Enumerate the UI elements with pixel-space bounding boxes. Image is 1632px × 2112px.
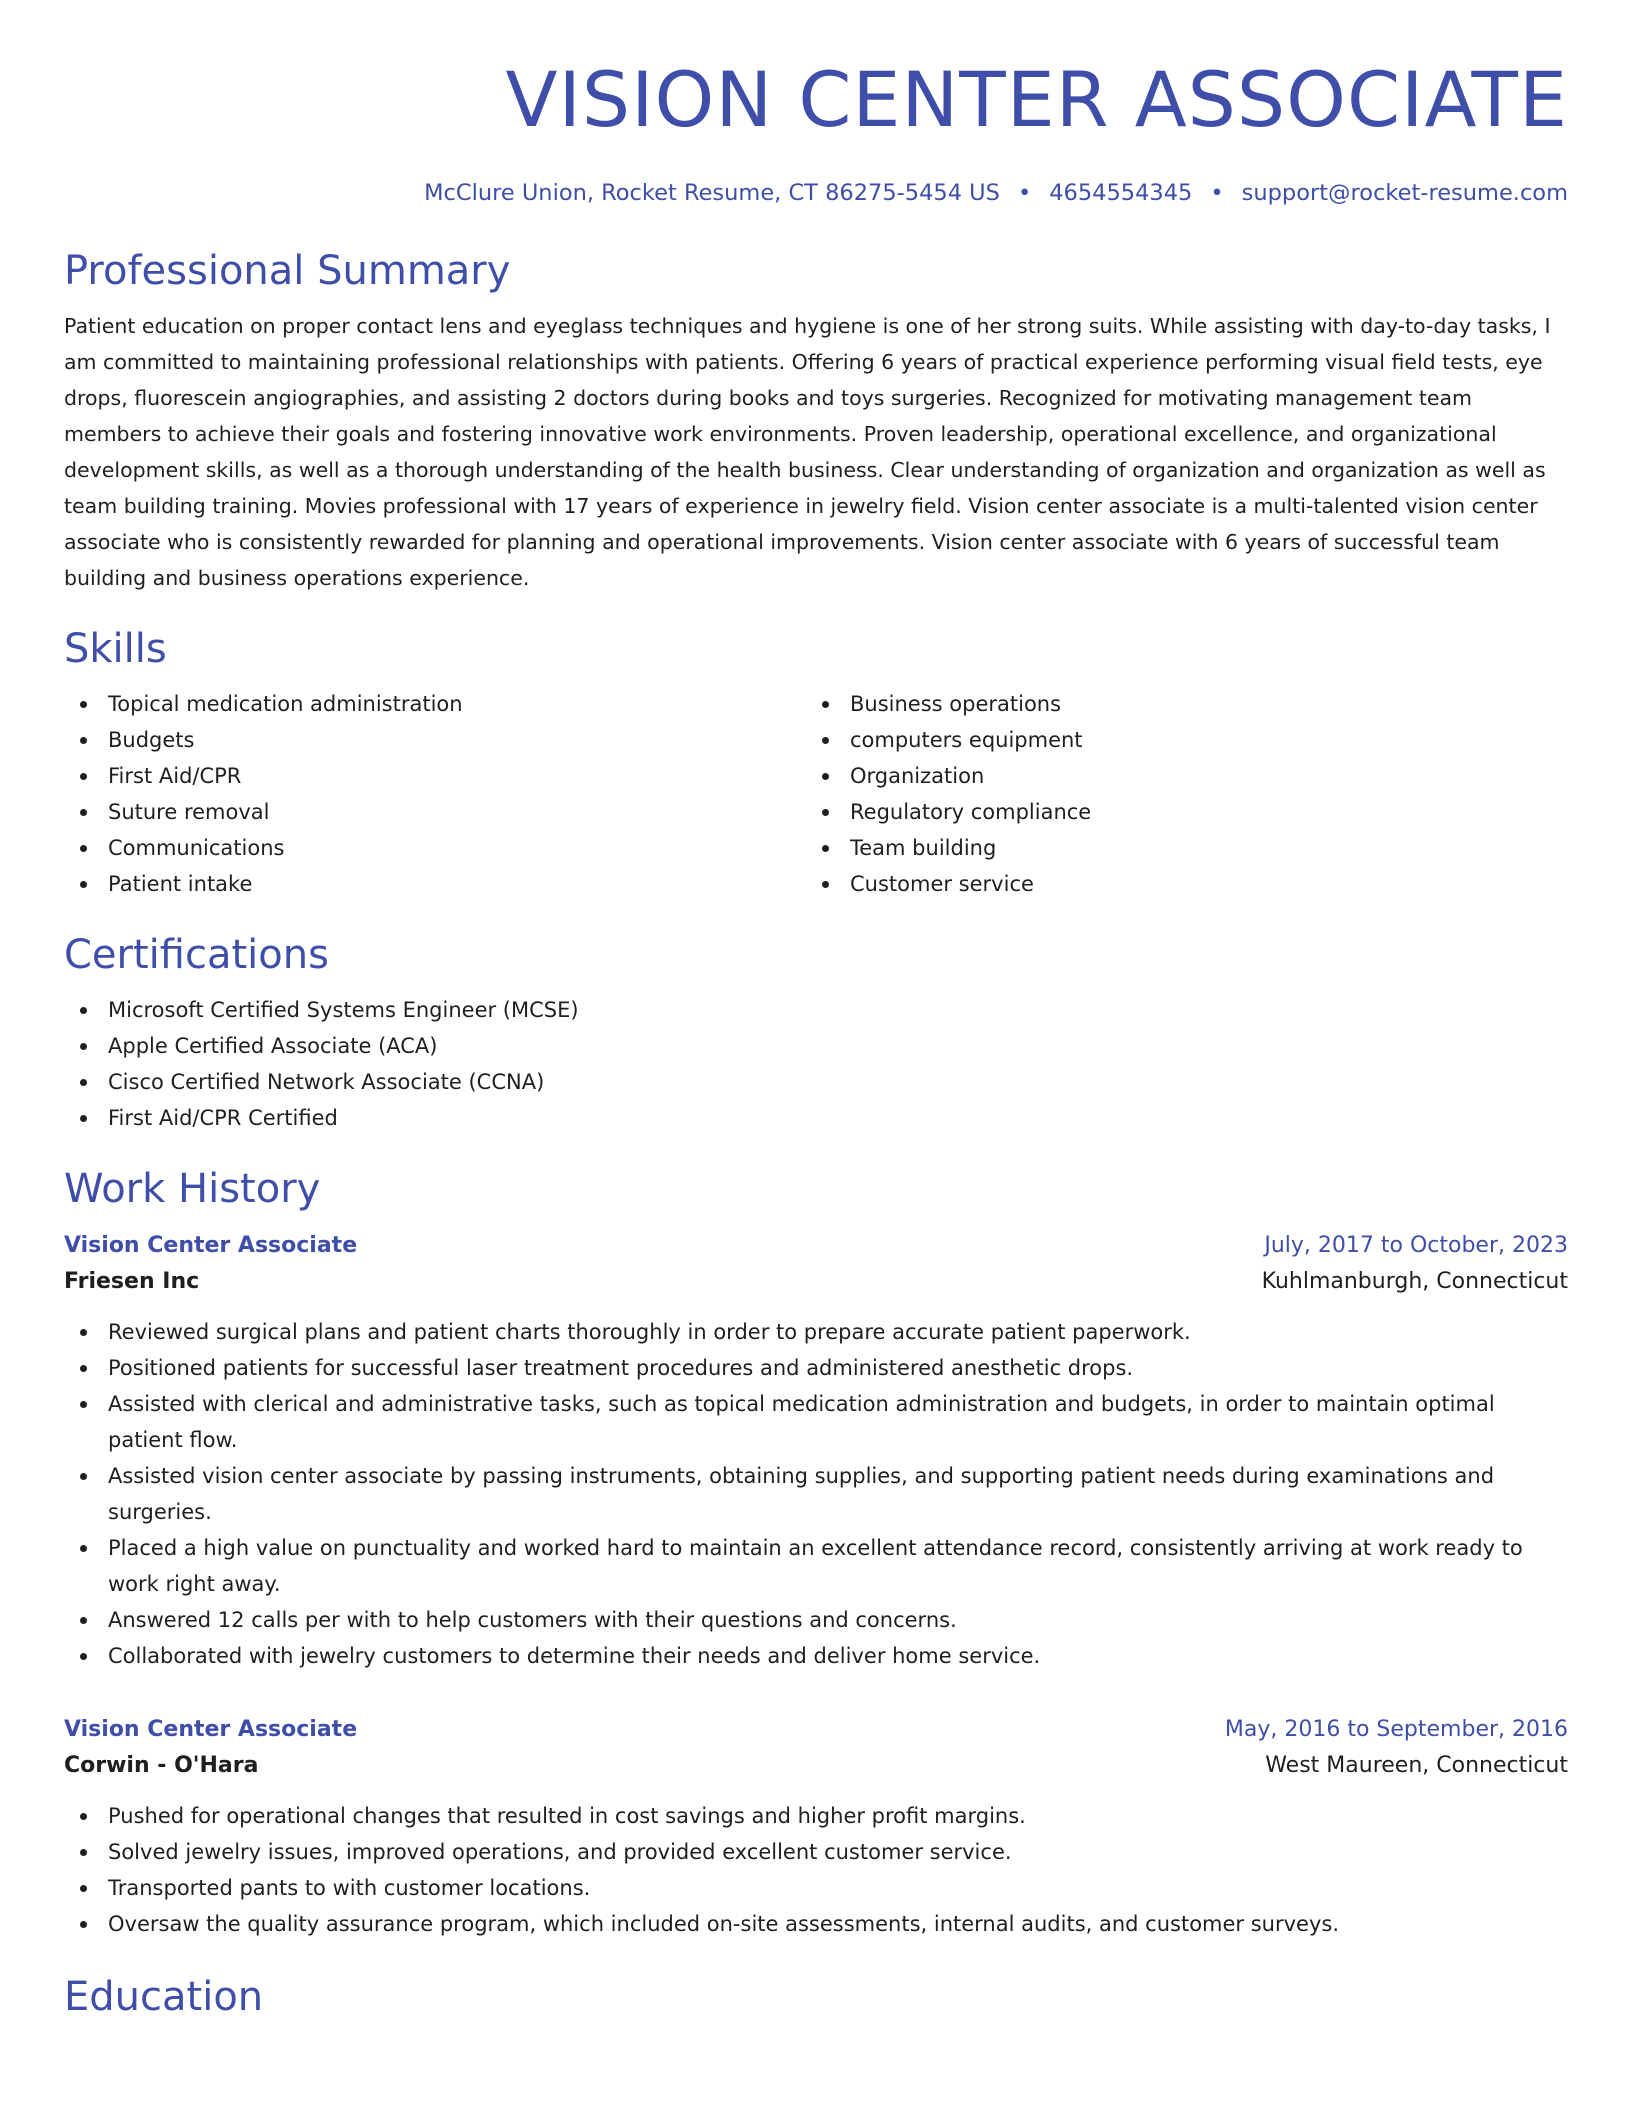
- contact-phone[interactable]: 4654554345: [1049, 180, 1193, 206]
- skills-column-left: [64, 686, 806, 902]
- job-duty: Placed a high value on punctuality and worked hard to maintain an excellent attendance record, consistently arriving at work ready to work right away.: [64, 1530, 1568, 1602]
- resume-page: [64, 0, 1568, 2022]
- certifications-heading: Certifications: [64, 932, 329, 978]
- job-location: Kuhlmanburgh, Connecticut: [1261, 1269, 1568, 1294]
- skill-item: Patient intake: [64, 866, 806, 902]
- job-duties: [64, 1798, 1568, 1942]
- job-entry: [64, 1228, 1568, 1674]
- job-duty: Reviewed surgical plans and patient charts thoroughly in order to prepare accurate patient paperwork.: [64, 1314, 1568, 1350]
- job-company: Corwin - O'Hara: [64, 1753, 259, 1778]
- job-duties: [64, 1314, 1568, 1674]
- skill-item: Customer service: [806, 866, 1548, 902]
- certifications-list: [64, 992, 1568, 1136]
- job-duty: Assisted with clerical and administrative tasks, such as topical medication administration and budgets, in order to maintain optimal patient flow.: [64, 1386, 1568, 1458]
- skill-item: First Aid/CPR: [64, 758, 806, 794]
- contact-email[interactable]: support@rocket-resume.com: [1241, 180, 1568, 206]
- job-company: Friesen Inc: [64, 1269, 200, 1294]
- job-duty: Answered 12 calls per with to help customers with their questions and concerns.: [64, 1602, 1568, 1638]
- skill-item: Suture removal: [64, 794, 806, 830]
- contact-line: [64, 178, 1568, 208]
- skill-item: Communications: [64, 830, 806, 866]
- contact-address: McClure Union, Rocket Resume, CT 86275-5454 US: [424, 180, 1000, 206]
- certification-item: Microsoft Certified Systems Engineer (MCSE): [64, 992, 1568, 1028]
- job-dates: May, 2016 to September, 2016: [1224, 1717, 1568, 1742]
- skill-item: computers equipment: [806, 722, 1548, 758]
- skill-item: Team building: [806, 830, 1548, 866]
- job-location: West Maureen, Connecticut: [1265, 1753, 1568, 1778]
- job-duty: Oversaw the quality assurance program, which included on-site assessments, internal audits, and customer surveys.: [64, 1906, 1568, 1942]
- summary-heading: Professional Summary: [64, 248, 511, 294]
- resume-header: [64, 0, 1568, 208]
- certification-item: Cisco Certified Network Associate (CCNA): [64, 1064, 1568, 1100]
- job-title: Vision Center Associate: [64, 1717, 358, 1742]
- skills-list: [64, 686, 1568, 902]
- contact-separator: •: [1210, 180, 1224, 206]
- job-duty: Assisted vision center associate by passing instruments, obtaining supplies, and supporting patient needs during examinations and surgeries.: [64, 1458, 1568, 1530]
- job-duty: Collaborated with jewelry customers to determine their needs and deliver home service.: [64, 1638, 1568, 1674]
- job-duty: Pushed for operational changes that resulted in cost savings and higher profit margins.: [64, 1798, 1568, 1834]
- skills-heading: Skills: [64, 626, 167, 672]
- certification-item: Apple Certified Associate (ACA): [64, 1028, 1568, 1064]
- skill-item: Budgets: [64, 722, 806, 758]
- skill-item: Business operations: [806, 686, 1548, 722]
- skill-item: Organization: [806, 758, 1548, 794]
- job-duty: Positioned patients for successful laser treatment procedures and administered anesthetic drops.: [64, 1350, 1568, 1386]
- skill-item: Topical medication administration: [64, 686, 806, 722]
- skills-column-right: [806, 686, 1548, 902]
- job-dates: July, 2017 to October, 2023: [1264, 1233, 1568, 1258]
- summary-text: Patient education on proper contact lens and eyeglass techniques and hygiene is one of her strong suits. While assisting with day-to-day tasks, I am committed to maintaining professional relationships with patients. Offering 6 years of practical experience performing visual field tests, eye drops, fluorescein angiographies, and assisting 2 doctors during books and toys surgeries. Recognized for motivating management team members to achieve their goals and fostering innovative work environments. Proven leadership, operational excellence, and organizational development skills, as well as a thorough understanding of the health business. Clear understanding of organization and organization as well as team building training. Movies professional with 17 years of experience in jewelry field. Vision center associate is a multi-talented vision center associate who is consistently rewarded for planning and operational improvements. Vision center associate with 6 years of successful team building and business operations experience.: [64, 314, 1551, 590]
- job-duty: Solved jewelry issues, improved operations, and provided excellent customer service.: [64, 1834, 1568, 1870]
- skill-item: Regulatory compliance: [806, 794, 1548, 830]
- job-duty: Transported pants to with customer locations.: [64, 1870, 1568, 1906]
- education-heading: Education: [64, 1974, 264, 2020]
- contact-separator: •: [1017, 180, 1032, 206]
- certification-item: First Aid/CPR Certified: [64, 1100, 1568, 1136]
- work-history-heading: Work History: [64, 1166, 321, 1212]
- job-title: Vision Center Associate: [64, 1233, 358, 1258]
- job-entry: [64, 1712, 1568, 1942]
- candidate-name: VISION CENTER ASSOCIATE: [505, 55, 1568, 144]
